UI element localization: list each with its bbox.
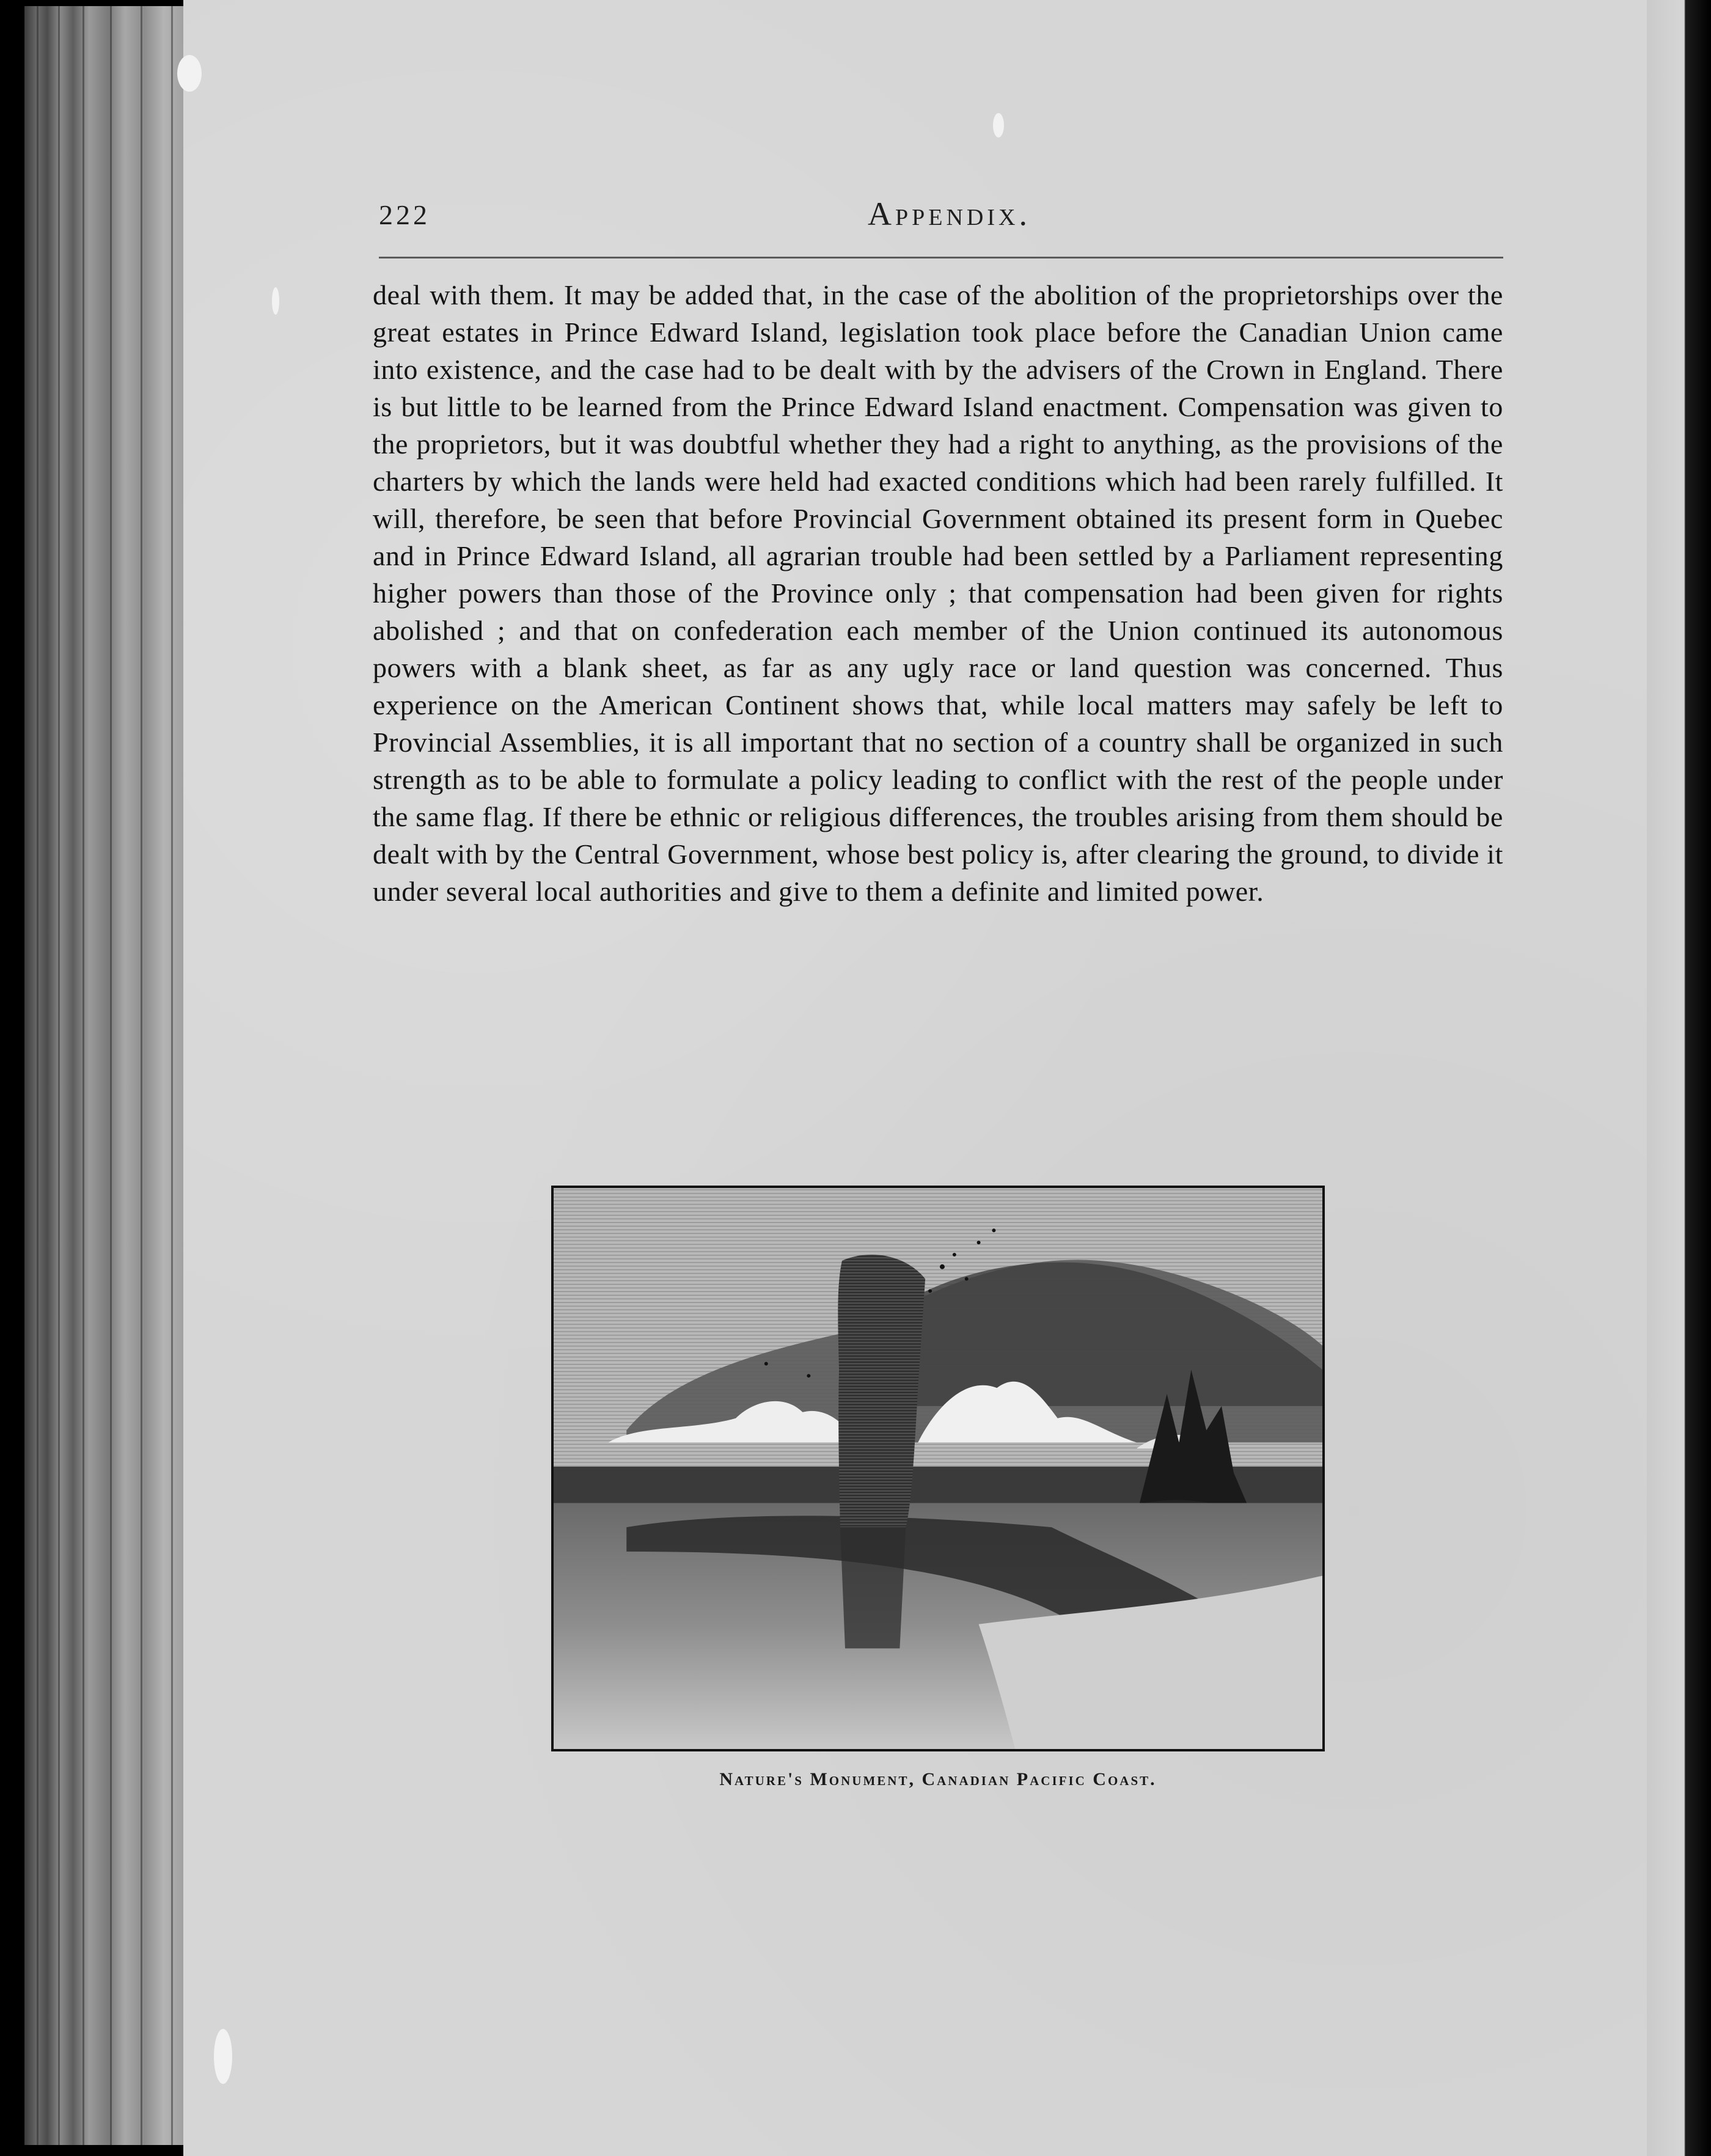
- header-rule: [379, 257, 1503, 258]
- running-head: [379, 196, 1500, 248]
- page-header-title: Appendix.: [868, 196, 1031, 232]
- figure-caption: Nature's Monument, Canadian Pacific Coast.: [719, 1769, 1157, 1789]
- adjacent-page-edge: [1644, 0, 1711, 2156]
- book-page-edges: [24, 6, 186, 2145]
- body-paragraph: deal with them. It may be added that, in the case of the abolition of the proprietorships over the great estates in Prince Edward Island, legislation took place before the Canadian Union came into existence, and the case had to be dealt with by the advisers of the Crown in England. There is but little to be learned from the Prince Edward Island enactment. Compensation was given to the proprietors, but it was doubtful whether they had a right to anything, as the provisions of the charters by which the lands were held had exacted conditions which had been rarely fulfilled. It will, therefore, be seen that before Provincial Government obtained its present form in Quebec and in Prince Edward Island, all agrarian trouble had been settled by a Parliament representing higher powers than those of the Province only ; that compensation had been given for rights abolished ; and that on confederation each member of the Union continued its autonomous powers with a blank sheet, as far as any ugly race or land question was concerned. Thus experience on the American Continent shows that, while local matters may safely be left to Provincial Assemblies, it is all important that no section of a country shall be organized in such strength as to be able to formulate a policy leading to conflict with the rest of the people under the same flag. If there be ethnic or religious differences, the troubles arising from them should be dealt with by the Central Government, whose best policy is, after clearing the ground, to divide it under several local authorities and give to them a definite and limited power.: [373, 279, 1503, 907]
- coastal-rock-engraving: [554, 1188, 1322, 1749]
- page-number: 222: [379, 199, 430, 230]
- engraving-illustration: [551, 1186, 1325, 1751]
